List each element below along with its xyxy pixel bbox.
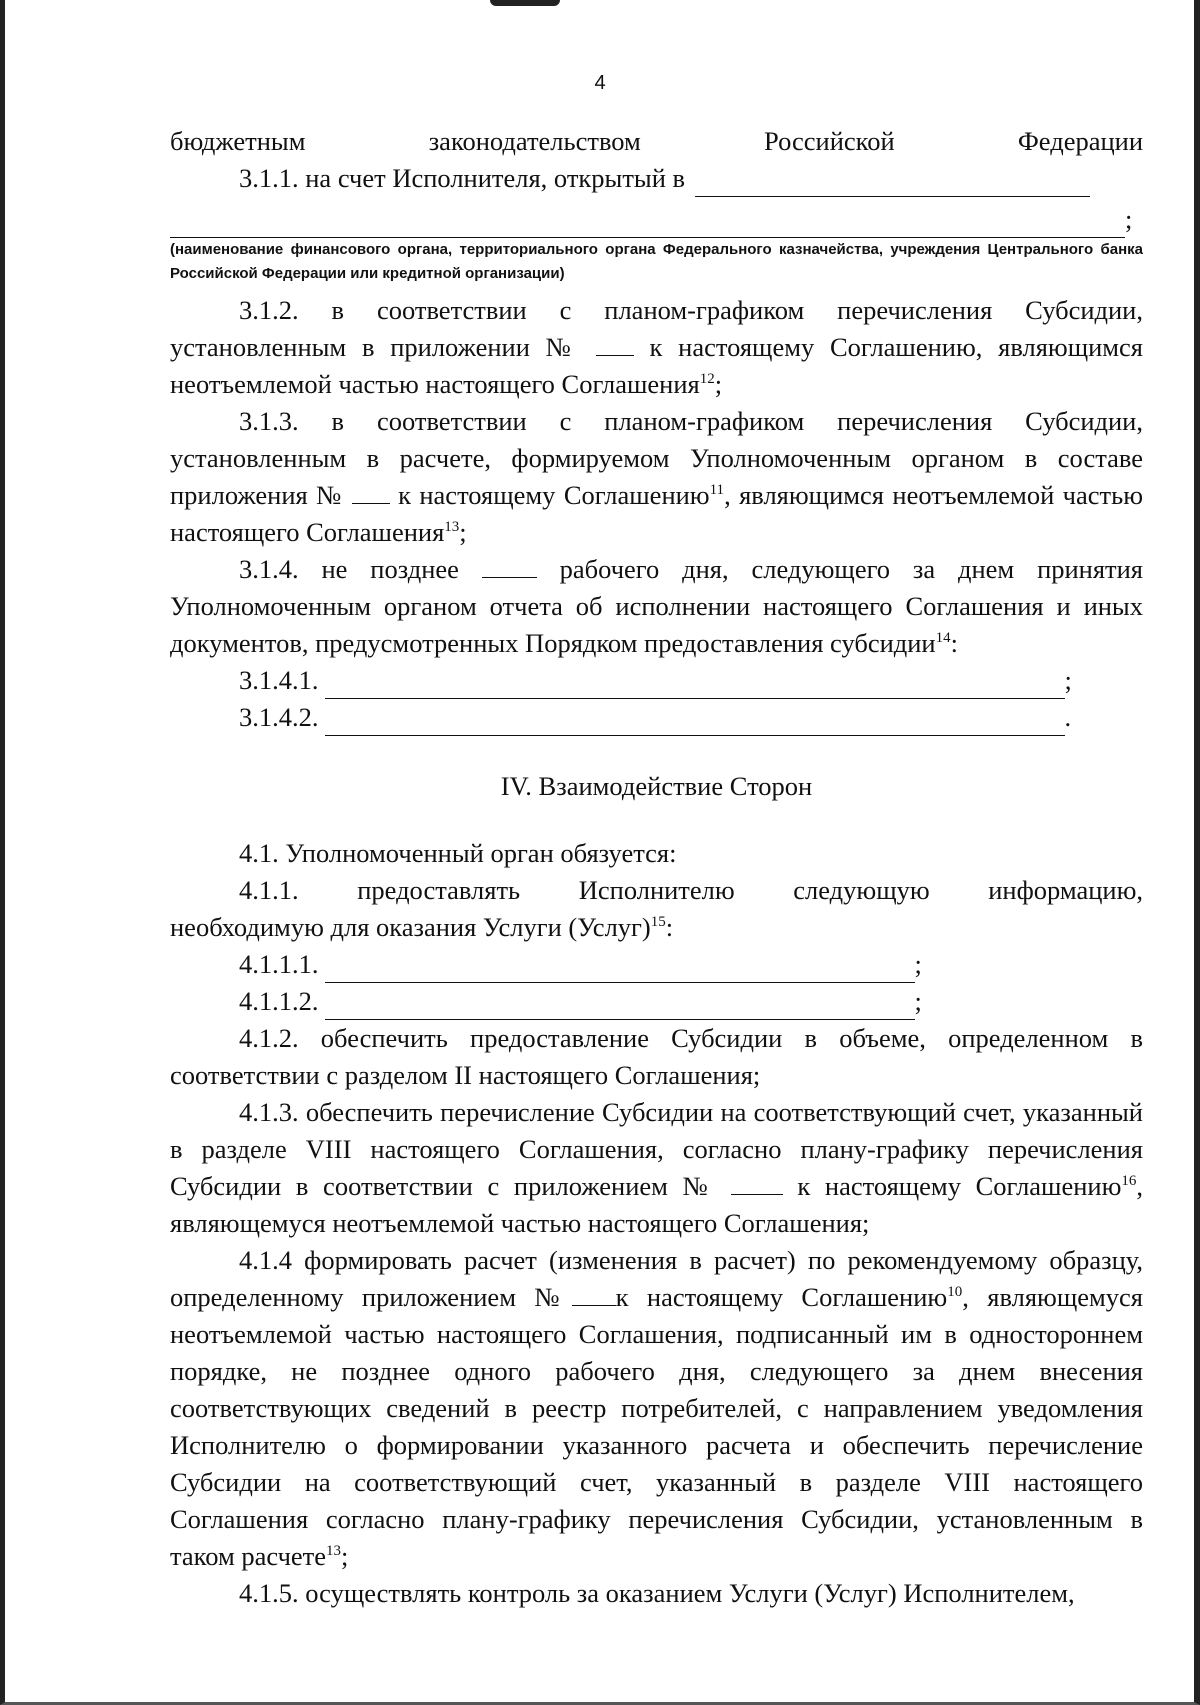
- clause-4-1-1-1-blank: [325, 960, 915, 983]
- clause-3-1-1: 3.1.1. на счет Исполнителя, открытый в: [170, 160, 1143, 197]
- appendix-number-blank: [731, 1174, 783, 1195]
- days-blank: [482, 557, 537, 578]
- scan-mark: [490, 0, 560, 6]
- clause-3-1-4-1: 3.1.4.1. ;: [170, 662, 1143, 699]
- clause-3-1-1-continuation: ;: [170, 201, 1143, 238]
- intro-line: бюджетным законодательством Российской Федерации: [170, 126, 1144, 156]
- clause-4-1: 4.1. Уполномоченный орган обязуется:: [239, 838, 677, 868]
- appendix-number-blank: [596, 335, 634, 356]
- clause-3-1-4-2-blank: [325, 713, 1065, 736]
- appendix-number-blank: [572, 1285, 616, 1306]
- clause-4-1-1-line2: необходимую для оказания Услуги (Услуг)$^{15}$:: [170, 912, 674, 942]
- clause-3-1-4: 3.1.4. не позднее рабочего дня, следующего за днем принятия Уполномоченным органом отчета об исполнении настоящего Соглашения и иных документов, предусмотренных Порядком предоставления субсидии$^{14}$:: [170, 554, 1143, 658]
- clause-3-1-2: 3.1.2. в соответствии с планом-графиком перечисления Субсидии, установленным в приложении № к настоящему Соглашению, являющимся неотъемлемой частью настоящего Соглашения$^{12}$;: [170, 295, 1143, 399]
- account-bank-blank: [695, 174, 1090, 197]
- clause-4-1-3: 4.1.3. обеспечить перечисление Субсидии на соответствующий счет, указанный в разделе VIII настоящего Соглашения, согласно плану-графику перечисления Субсидии в соответствии с приложением № к настоящему Соглашению$^{16}$, являющемуся неотъемлемой частью настоящего Соглашения;: [170, 1097, 1144, 1238]
- clause-4-1-1-2-blank: [325, 997, 915, 1020]
- clause-4-1-1-line1: 4.1.1. предоставлять Исполнителю следующую информацию,: [239, 875, 1144, 905]
- appendix-number-blank: [352, 483, 390, 504]
- clause-3-1-3: 3.1.3. в соответствии с планом-графиком перечисления Субсидии, установленным в расчете, формируемом Уполномоченным органом в составе приложения № к настоящему Соглашению$^{11}$, являющимся неотъемлемой частью настоящего Соглашения$^{13}$;: [170, 406, 1143, 547]
- page-number: 4: [594, 72, 606, 94]
- bank-name-blank: [170, 215, 1125, 238]
- section-heading: IV. Взаимодействие Сторон: [500, 771, 813, 801]
- clause-3-1-4-1-blank: [325, 676, 1065, 699]
- clause-4-1-4: 4.1.4 формировать расчет (изменения в расчет) по рекомендуемому образцу, определенному приложением № к настоящему Соглашению$^{10}$, являющемуся неотъемлемой частью настоящего Соглашения, подписанный им в одностороннем порядке, не позднее одного рабочего дня, следующего за днем внесения соответствующих сведений в реестр потребителей, с направлением уведомления Исполнителю о формировании указанного расчета и обеспечить перечисление Субсидии на соответствующий счет, указанный в разделе VIII настоящего Соглашения согласно плану-графику перечисления Субсидии, установленным в таком расчете$^{13}$;: [170, 1245, 1143, 1571]
- clause-4-1-1-2: 4.1.1.2. ;: [170, 983, 1143, 1020]
- document-body: [170, 123, 1143, 1612]
- clause-4-1-1-1: 4.1.1.1. ;: [170, 946, 1143, 983]
- clause-4-1-2: 4.1.2. обеспечить предоставление Субсидии в объеме, определенном в соответствии с разделом II настоящего Соглашения;: [170, 1023, 1143, 1090]
- bank-name-note: (наименование финансового органа, территориального органа Федерального казначейства, учреждения Центрального банка Российской Федерации или кредитной организации): [170, 241, 1143, 282]
- clause-4-1-5: 4.1.5. осуществлять контроль за оказанием Услуги (Услуг) Исполнителем,: [239, 1578, 1075, 1608]
- clause-3-1-4-2: 3.1.4.2. .: [170, 699, 1143, 736]
